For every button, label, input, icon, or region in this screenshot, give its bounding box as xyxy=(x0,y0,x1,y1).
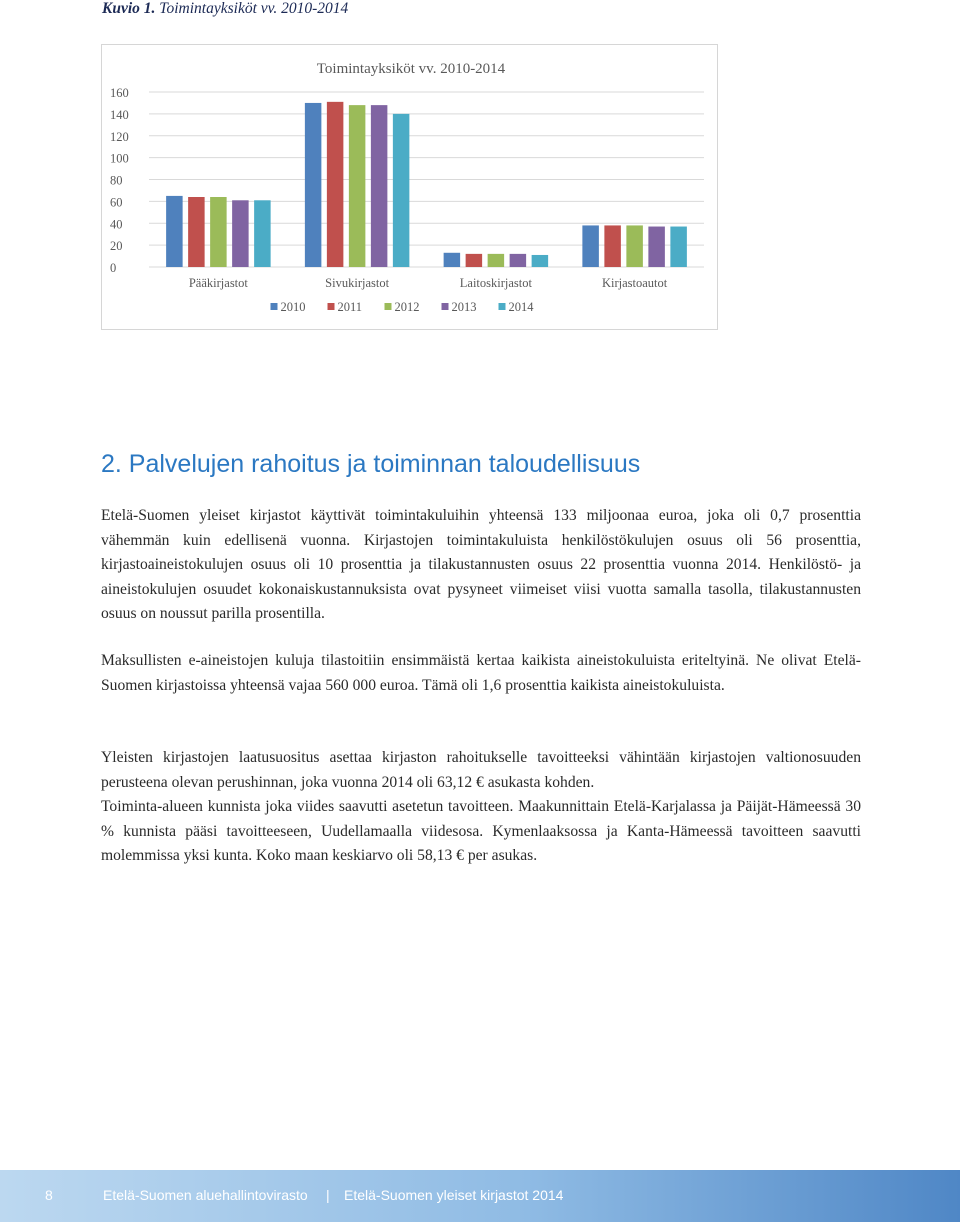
legend-label: 2012 xyxy=(394,300,420,314)
bar xyxy=(210,197,227,267)
page-number: 8 xyxy=(45,1187,53,1203)
paragraph-e-materials: Maksullisten e-aineistojen kuluja tilastoitiin ensimmäistä kertaa kaikista aineistokuluista eriteltyinä. Ne olivat Etelä-Suomen kirjastoissa yhteensä vajaa 560 000 euroa. Tämä oli 1,6 prosenttia kaikista aineistokuluista. xyxy=(101,652,861,694)
y-tick-label: 20 xyxy=(110,239,123,254)
y-tick-label: 40 xyxy=(110,217,123,232)
y-tick-label: 0 xyxy=(110,261,117,275)
footer-separator: | xyxy=(326,1187,330,1203)
y-tick-label: 160 xyxy=(110,86,129,100)
bar xyxy=(232,200,249,267)
legend-label: 2010 xyxy=(280,300,306,314)
bar xyxy=(604,225,621,267)
bar xyxy=(166,196,183,267)
bar xyxy=(510,254,527,267)
bar xyxy=(582,225,599,267)
bar xyxy=(305,103,322,267)
bar xyxy=(371,105,388,267)
y-tick-label: 100 xyxy=(110,151,129,166)
figure-caption-label: Kuvio 1. xyxy=(102,0,156,17)
x-tick-label: Laitoskirjastot xyxy=(459,276,532,290)
paragraph-target-achievement: Toiminta-alueen kunnista joka viides saavutti asetetun tavoitteen. Maakunnittain Etelä-Karjalassa ja Päijät-Hämeessä 30 % kunnista pääsi tavoitteeseen, Uudellamaalla viidesosa. Kymenlaaksossa ja Kanta-Hämeessä tavoitteen saavutti molemmissa yksi kunta. Koko maan keskiarvo oli 58,13 € per asukas. xyxy=(101,798,861,864)
bar xyxy=(327,102,344,267)
legend-label: 2011 xyxy=(337,300,363,314)
x-tick-label: Sivukirjastot xyxy=(325,276,390,290)
bar xyxy=(444,253,461,267)
legend-swatch xyxy=(385,303,392,310)
footer-organization: Etelä-Suomen aluehallintovirasto xyxy=(103,1187,308,1203)
page-footer xyxy=(0,1170,960,1222)
legend-swatch xyxy=(328,303,335,310)
bar xyxy=(466,254,483,267)
legend-swatch xyxy=(442,303,449,310)
x-tick-label: Pääkirjastot xyxy=(188,276,248,290)
y-tick-label: 60 xyxy=(110,195,123,210)
legend-swatch xyxy=(271,303,278,310)
bar xyxy=(254,200,271,267)
bar xyxy=(188,197,205,267)
bar-chart xyxy=(101,44,718,330)
bar xyxy=(349,105,366,267)
footer-publication: Etelä-Suomen yleiset kirjastot 2014 xyxy=(344,1187,564,1203)
y-tick-label: 80 xyxy=(110,173,123,188)
paragraph-quality-recommendation: Yleisten kirjastojen laatusuositus asettaa kirjaston rahoitukselle tavoitteeksi vähintään kirjastojen valtionosuuden perusteena olevan perushinnan, joka vuonna 2014 oli 63,12 € asukasta kohden. xyxy=(101,749,861,791)
paragraph-costs: Etelä-Suomen yleiset kirjastot käyttivät toimintakuluihin yhteensä 133 miljoonaa euroa, joka oli 0,7 prosenttia vähemmän kuin edellisenä vuonna. Kirjastojen toimintakuluista henkilöstökulujen osuus oli 56 prosenttia, kirjastoaineistokulujen osuus oli 10 prosenttia ja tilakustannusten osuus 22 prosenttia vuonna 2014. Henkilöstö- ja aineistokulujen osuudet kokonaiskustannuksista ovat pysyneet viimeiset viisi vuotta samalla tasolla, tilakustannusten osuus on noussut parilla prosentilla. xyxy=(101,507,861,622)
bar xyxy=(626,225,643,267)
figure-caption xyxy=(102,0,348,18)
chart-title: Toimintayksiköt vv. 2010-2014 xyxy=(316,61,506,77)
x-tick-label: Kirjastoautot xyxy=(601,276,668,290)
section-heading: 2. Palvelujen rahoitus ja toiminnan taloudellisuus xyxy=(101,450,641,478)
y-tick-label: 120 xyxy=(110,129,129,144)
chart-canvas xyxy=(102,45,717,329)
bar xyxy=(488,254,505,267)
bar xyxy=(393,114,410,267)
bar xyxy=(670,227,687,267)
bar xyxy=(532,255,549,267)
y-tick-label: 140 xyxy=(110,107,129,122)
figure-caption-text: Toimintayksiköt vv. 2010-2014 xyxy=(159,0,349,17)
legend-label: 2014 xyxy=(508,300,534,314)
legend-swatch xyxy=(499,303,506,310)
legend-label: 2013 xyxy=(451,300,477,314)
bar xyxy=(648,227,665,267)
